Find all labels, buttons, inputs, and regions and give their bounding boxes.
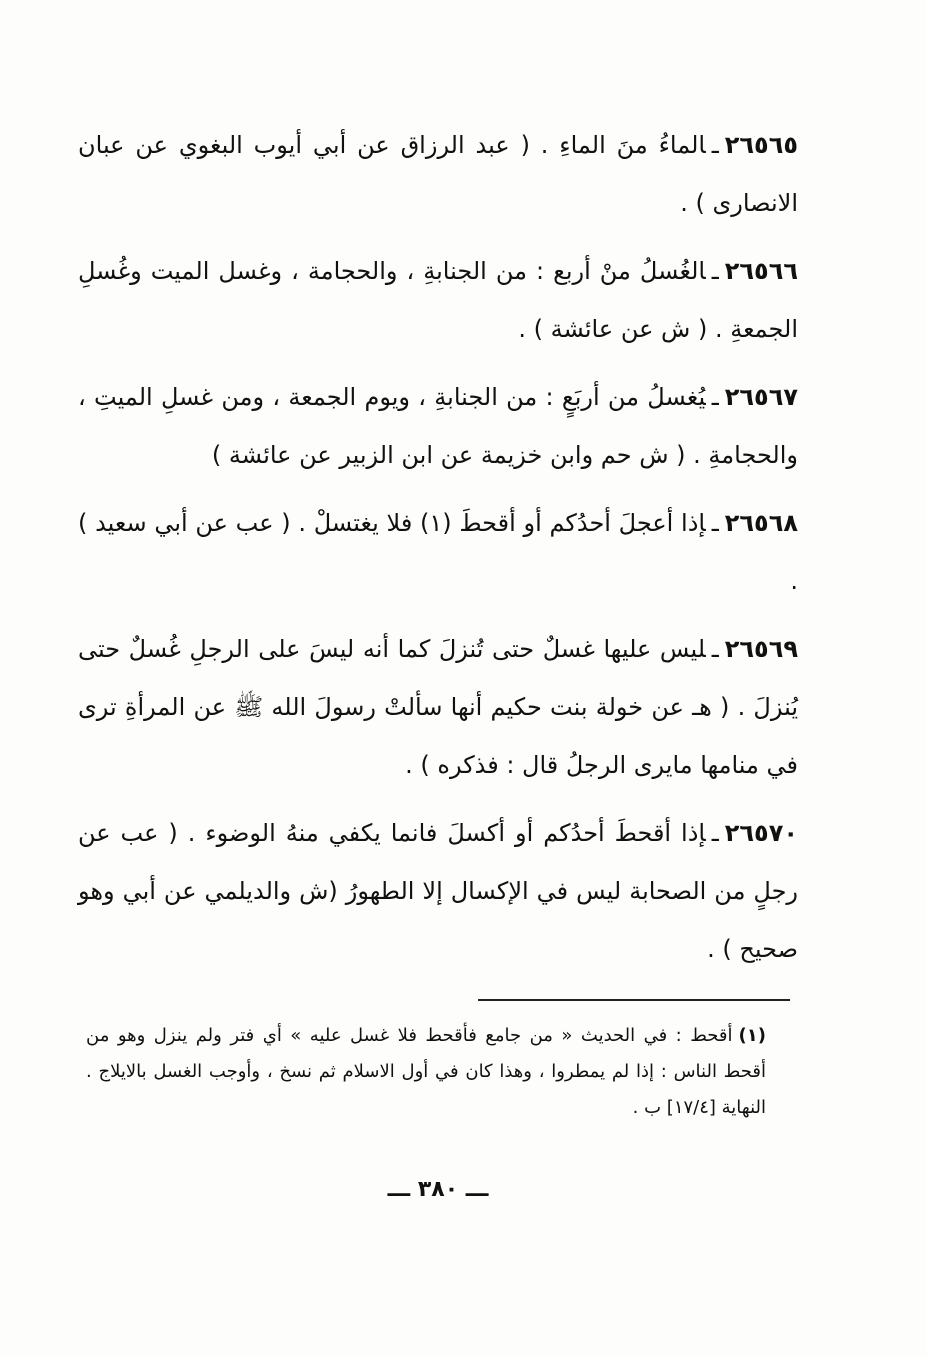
- page-number: ـــ ٣٨٠ ـــ: [387, 1177, 489, 1202]
- hadith-26569: [78, 620, 798, 794]
- hadith-list: [78, 116, 798, 988]
- hadith-number: ٢٦٥٦٧: [724, 383, 798, 411]
- hadith-26570: [78, 804, 798, 978]
- hadith-26566: [78, 242, 798, 358]
- hadith-separator: ـ: [711, 509, 719, 537]
- hadith-26565: [78, 116, 798, 232]
- hadith-text: ليس عليها غسلٌ حتى تُنزلَ كما أنه ليسَ على الرجلِ غُسلٌ حتى يُنزلَ . ( هـ عن خولة بنت حكيم أنها سألتْ رسولَ الله ﷺ عن المرأةِ ترى في منامها مايرى الرجلُ قال : فذكره ) .: [78, 635, 798, 779]
- hadith-text: الماءُ منَ الماءِ . ( عبد الرزاق عن أبي أيوب البغوي عن عبان الانصارى ) .: [78, 131, 798, 217]
- hadith-number: ٢٦٥٦٨: [724, 509, 798, 537]
- hadith-26568: [78, 494, 798, 610]
- footnote: [86, 1018, 766, 1126]
- hadith-text: إذا أقحطَ أحدُكم أو أكسلَ فانما يكفي منهُ الوضوء . ( عب عن رجلٍ من الصحابة ليس في الإكسال إلا الطهورُ (ش والديلمي عن أبي وهو صحيح ) .: [78, 819, 798, 963]
- footnote-text: أقحط : في الحديث « من جامع فأقحط فلا غسل عليه » أي فتر ولم ينزل وهو من أقحط الناس : إذا لم يمطروا ، وهذا كان في أول الاسلام ثم نسخ ، وأوجب الغسل بالايلاج . النهاية [١٧/٤] ب .: [86, 1025, 766, 1118]
- hadith-separator: ـ: [711, 257, 719, 285]
- hadith-separator: ـ: [711, 635, 719, 663]
- footnote-divider: [478, 999, 790, 1001]
- hadith-separator: ـ: [711, 131, 719, 159]
- hadith-number: ٢٦٥٧٠: [724, 819, 798, 847]
- hadith-text: الغُسلُ منْ أربع : من الجنابةِ ، والحجامة ، وغسل الميت وغُسلِ الجمعةِ . ( ش عن عائشة ) .: [78, 257, 798, 343]
- hadith-26567: [78, 368, 798, 484]
- footnote-number: (١): [738, 1025, 766, 1046]
- hadith-number: ٢٦٥٦٥: [724, 131, 798, 159]
- hadith-number: ٢٦٥٦٩: [724, 635, 798, 663]
- hadith-text: يُغسلُ من أربَعٍ : من الجنابةِ ، ويوم الجمعة ، ومن غسلِ الميتِ ، والحجامةِ . ( ش حم وابن خزيمة عن ابن الزبير عن عائشة ): [78, 383, 798, 469]
- hadith-text: إذا أعجلَ أحدُكم أو أقحطَ (١) فلا يغتسلْ . ( عب عن أبي سعيد ) .: [78, 509, 798, 595]
- hadith-number: ٢٦٥٦٦: [724, 257, 798, 285]
- hadith-separator: ـ: [711, 383, 719, 411]
- hadith-separator: ـ: [711, 819, 719, 847]
